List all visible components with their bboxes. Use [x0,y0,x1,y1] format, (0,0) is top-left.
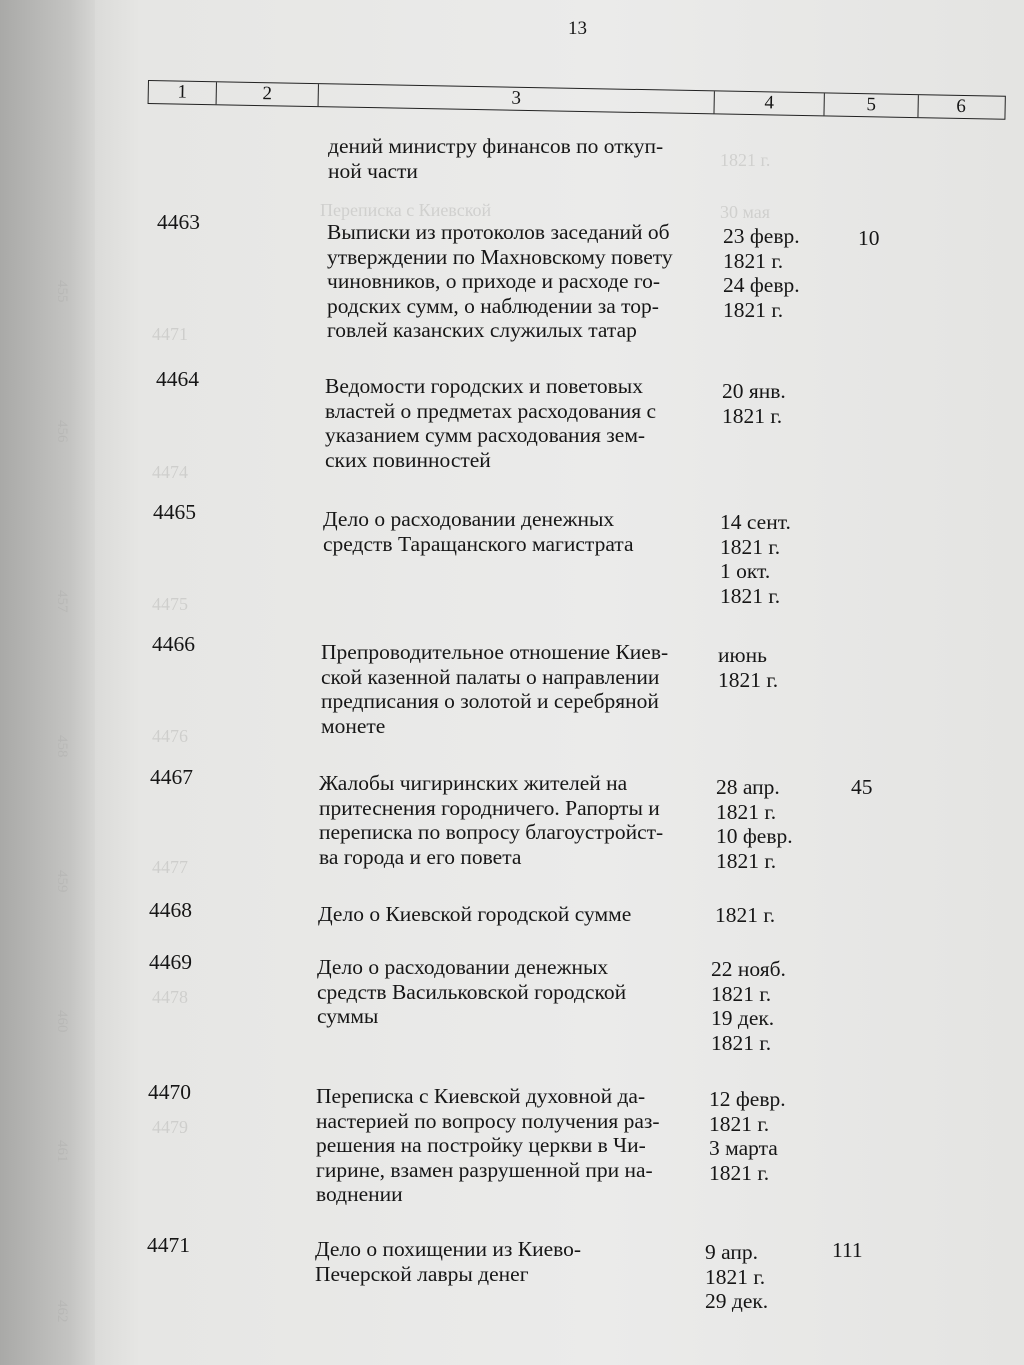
text-line: Ведомости городских и поветовых [325,374,643,398]
column-header-4: 4 [714,91,824,115]
entry-number: 4467 [150,765,193,789]
margin-mark: 460 [54,1010,70,1033]
text-line: Препроводительное отношение Киев- [321,640,669,664]
date-line: 1821 г. [716,799,777,824]
entry-sheets: 45 [851,775,873,799]
entry-description [316,1084,660,1207]
date-line: 14 сент. [720,510,791,534]
entry-description [315,1237,581,1286]
date-line: 9 апр. [705,1240,759,1264]
margin-mark: 461 [54,1140,70,1163]
date-line: 29 дек. [705,1289,769,1314]
text-line: воднении [316,1182,403,1207]
text-line: решения на постройку церкви в Чи- [316,1133,646,1158]
entry-description [321,640,668,738]
date-line: 23 февр. [723,224,800,248]
text-line: властей о предметах расходования с [325,398,657,423]
text-line: утверждении по Махновскому повету [327,244,673,269]
bleed-through: 4479 [152,1117,188,1137]
date-line: 1821 г. [720,583,781,608]
text-line: ва города и его повета [319,844,522,869]
text-line: предписания о золотой и серебряной [321,689,659,714]
text-line: Жалобы чигиринских жителей на [319,771,628,795]
entry-description [325,374,656,472]
text-line: ной части [328,158,418,183]
text-line: настерией по вопросу получения раз- [316,1108,660,1133]
date-line: 1 окт. [720,559,771,584]
facing-page-edge [0,0,95,1365]
entry-description [323,507,634,556]
date-line: 1821 г. [716,848,777,873]
date-line: июнь [718,643,767,667]
text-line: указанием сумм расходования зем- [325,423,646,448]
date-line: 1821 г. [723,297,784,322]
entry-number: 4470 [148,1080,191,1104]
text-line: Дело о расходовании денежных [323,507,615,531]
bleed-through: 4476 [152,726,188,746]
column-header-5: 5 [824,93,918,117]
text-line: Дело о Киевской городской сумме [318,902,632,926]
entry-dates [718,643,778,692]
bleed-through: 4478 [152,987,188,1007]
margin-mark: 456 [54,420,70,443]
entry-dates [715,903,775,928]
date-line: 1821 г. [715,903,776,927]
text-line: Дело о расходовании денежных [317,955,609,979]
bleed-through: 4471 [152,324,188,344]
entry-sheets: 111 [832,1238,863,1262]
entry-number: 4466 [152,632,195,656]
date-line: 28 апр. [716,775,780,799]
text-line: дений министру финансов по откуп- [328,134,664,158]
text-line: Печерской лавры денег [315,1261,529,1286]
column-header-row [148,80,1006,120]
entry-dates [705,1240,768,1314]
margin-mark: 457 [54,590,70,613]
text-line: монете [321,713,386,738]
text-line: Дело о похищении из Киево- [315,1237,582,1261]
date-line: 10 февр. [716,824,793,849]
bleed-through: 30 мая [720,202,771,222]
text-line: говлей казанских служилых татар [327,318,637,343]
date-line: 1821 г. [723,248,784,273]
date-line: 1821 г. [709,1111,770,1136]
date-line: 12 февр. [709,1087,786,1111]
margin-mark: 455 [54,280,70,303]
margin-mark: 462 [54,1300,70,1323]
entry-number: 4463 [157,210,200,234]
text-line: средств Таращанского магистрата [323,531,634,556]
page-number: 13 [568,18,587,39]
bleed-through: 4477 [152,857,188,877]
text-line: притеснения городничего. Рапорты и [319,795,660,820]
text-line: ской казенной палаты о направлении [321,664,660,689]
date-line: 1821 г. [720,534,781,559]
date-line: 19 дек. [711,1006,775,1031]
date-line: 3 марта [709,1136,778,1161]
column-header-3: 3 [319,84,715,113]
text-line: родских сумм, о наблюдении за тор- [327,293,659,318]
text-line: суммы [317,1004,379,1029]
text-line: переписка по вопросу благоустройст- [319,820,664,845]
date-line: 20 янв. [722,379,786,403]
entry-dates [720,510,791,608]
bleed-through: Переписка с Киевской [320,200,492,220]
date-line: 1821 г. [711,981,772,1006]
date-line: 1821 г. [709,1160,770,1185]
entry-number: 4465 [153,500,196,524]
entry-description [319,771,663,869]
column-header-1: 1 [149,81,217,104]
text-line: чиновников, о приходе и расходе го- [327,269,661,294]
entry-sheets: 10 [858,226,880,250]
date-line: 1821 г. [722,403,783,428]
date-line: 1821 г. [718,667,779,692]
margin-mark: 459 [54,870,70,893]
column-header-6: 6 [956,95,967,117]
date-line: 24 февр. [723,273,800,298]
entry-number: 4464 [156,367,199,391]
date-line: 22 нояб. [711,957,786,981]
text-line: Переписка с Киевской духовной да- [316,1084,646,1108]
bleed-through: 1821 г. [720,150,771,170]
bleed-through: 4474 [152,462,188,482]
column-header-2: 2 [217,82,319,106]
text-line: Выписки из протоколов заседаний об [327,220,670,244]
entry-description [318,902,631,927]
margin-mark: 458 [54,735,70,758]
entry-description [317,955,626,1029]
entry-number: 4468 [149,898,192,922]
entry-number: 4471 [147,1233,190,1257]
date-line: 1821 г. [705,1264,766,1289]
entry-description [327,220,673,343]
date-line: 1821 г. [711,1030,772,1055]
entry-dates [723,224,800,322]
entry-dates [709,1087,786,1185]
text-line: гирине, взамен разрушенной при на- [316,1157,653,1182]
entry-dates [711,957,786,1055]
entry-dates [722,379,786,428]
bleed-through: 4475 [152,594,188,614]
entry-number: 4469 [149,950,192,974]
text-line: средств Васильковской городской [317,979,627,1004]
continuation-text [328,134,663,183]
text-line: ских повинностей [325,447,491,472]
entry-dates [716,775,793,873]
